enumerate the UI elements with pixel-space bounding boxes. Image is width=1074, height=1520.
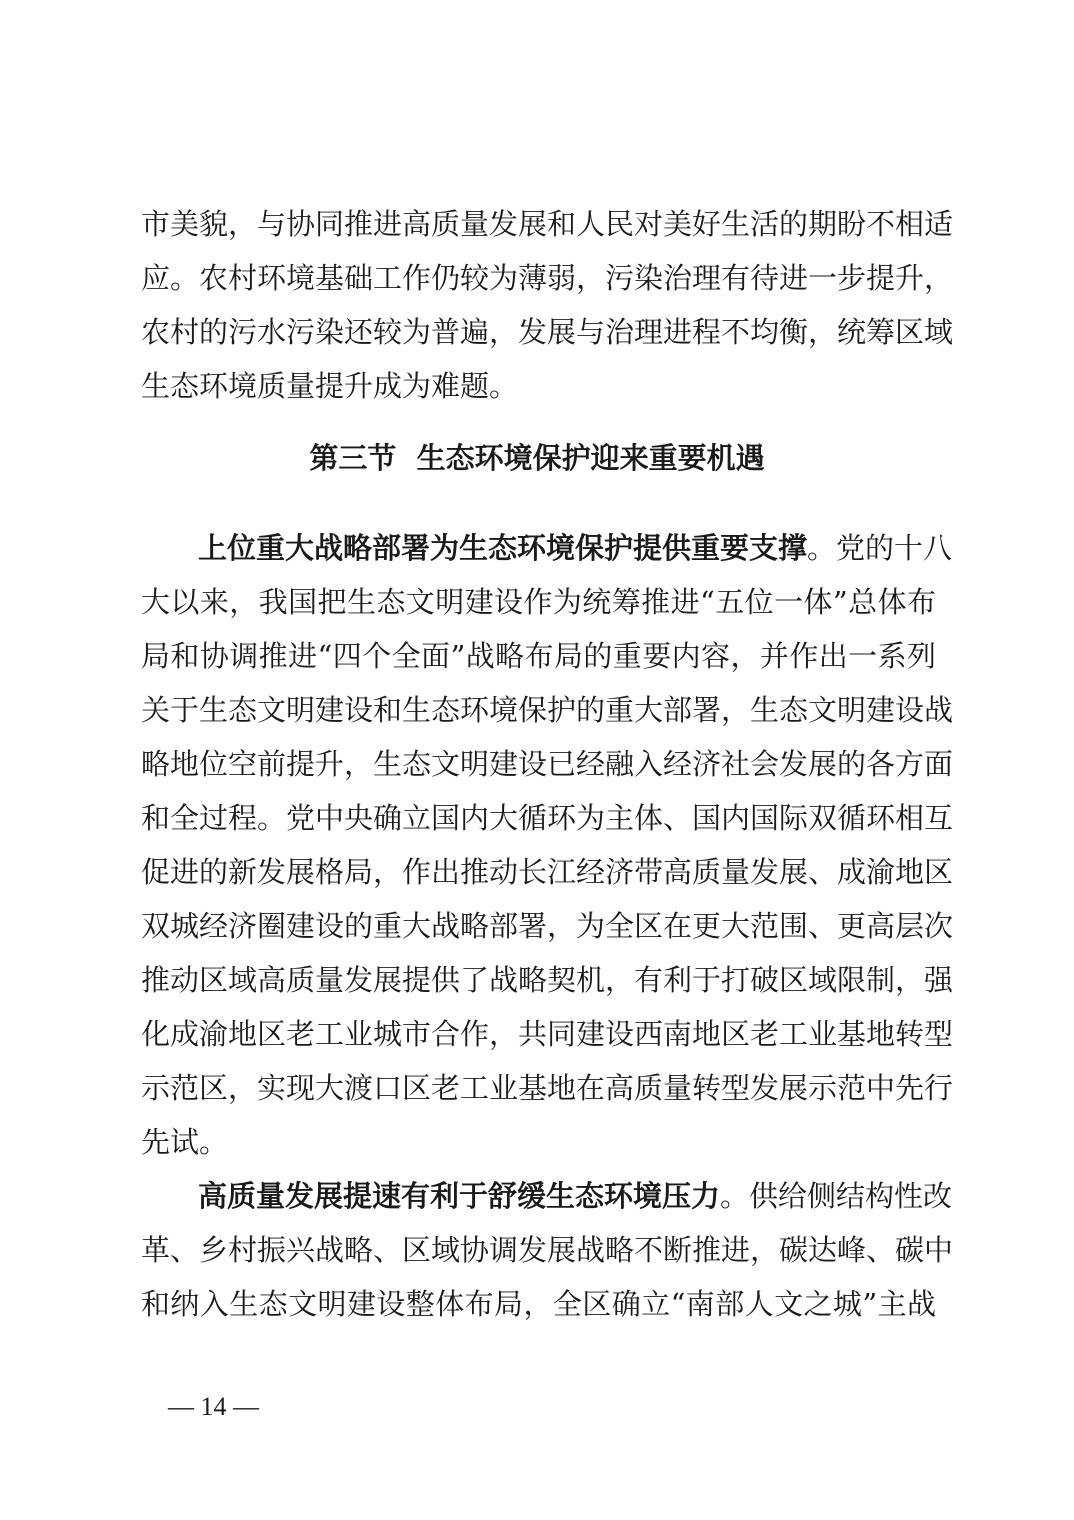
paragraph-3-line-1: [198, 1176, 953, 1216]
paragraph-3-lead-rest: 。供给侧结构性改: [720, 1179, 953, 1213]
paragraph-2-line-12: 先试。: [141, 1125, 229, 1159]
paragraph-1-line-2: 应。农村环境基础工作仍较为薄弱，污染治理有待进一步提升，: [141, 261, 954, 295]
paragraph-3-line-3: 和纳入生态文明建设整体布局，全区确立“南部人文之城”主战: [141, 1287, 936, 1321]
page-number: — 14 —: [168, 1392, 259, 1421]
paragraph-1-line-3: 农村的污水污染还较为普遍，发展与治理进程不均衡，统筹区域: [141, 315, 954, 349]
paragraph-2-line-6: 和全过程。党中央确立国内大循环为主体、国内国际双循环相互: [141, 801, 954, 835]
paragraph-3-line-2: 革、乡村振兴战略、区域协调发展战略不断推进，碳达峰、碳中: [141, 1233, 954, 1267]
paragraph-2-lead-rest: 。党的十八: [807, 531, 953, 565]
paragraph-1-line-1: 市美貌，与协同推进高质量发展和人民对美好生活的期盼不相适: [141, 207, 954, 241]
paragraph-2-line-11: 示范区，实现大渡口区老工业基地在高质量转型发展示范中先行: [141, 1071, 954, 1105]
section-heading: 第三节 生态环境保护迎来重要机遇: [309, 441, 765, 475]
paragraph-2-line-7: 促进的新发展格局，作出推动长江经济带高质量发展、成渝地区: [141, 855, 954, 889]
paragraph-2-lead-bold: 上位重大战略部署为生态环境保护提供重要支撑: [198, 531, 808, 565]
paragraph-2-line-3: 局和协调推进“四个全面”战略布局的重要内容，并作出一系列: [141, 639, 936, 673]
paragraph-2-line-5: 略地位空前提升，生态文明建设已经融入经济社会发展的各方面: [141, 747, 954, 781]
paragraph-1-line-4: 生态环境质量提升成为难题。: [141, 369, 519, 403]
paragraph-2-line-2: 大以来，我国把生态文明建设作为统筹推进“五位一体”总体布: [141, 585, 936, 619]
paragraph-2-line-9: 推动区域高质量发展提供了战略契机，有利于打破区域限制，强: [141, 963, 954, 997]
paragraph-2-line-8: 双城经济圈建设的重大战略部署，为全区在更大范围、更高层次: [141, 909, 954, 943]
paragraph-2-line-1: [198, 528, 953, 568]
paragraph-2-line-4: 关于生态文明建设和生态环境保护的重大部署，生态文明建设战: [141, 693, 954, 727]
paragraph-3-lead-bold: 高质量发展提速有利于舒缓生态环境压力: [198, 1179, 721, 1213]
paragraph-2-line-10: 化成渝地区老工业城市合作，共同建设西南地区老工业基地转型: [141, 1017, 954, 1051]
